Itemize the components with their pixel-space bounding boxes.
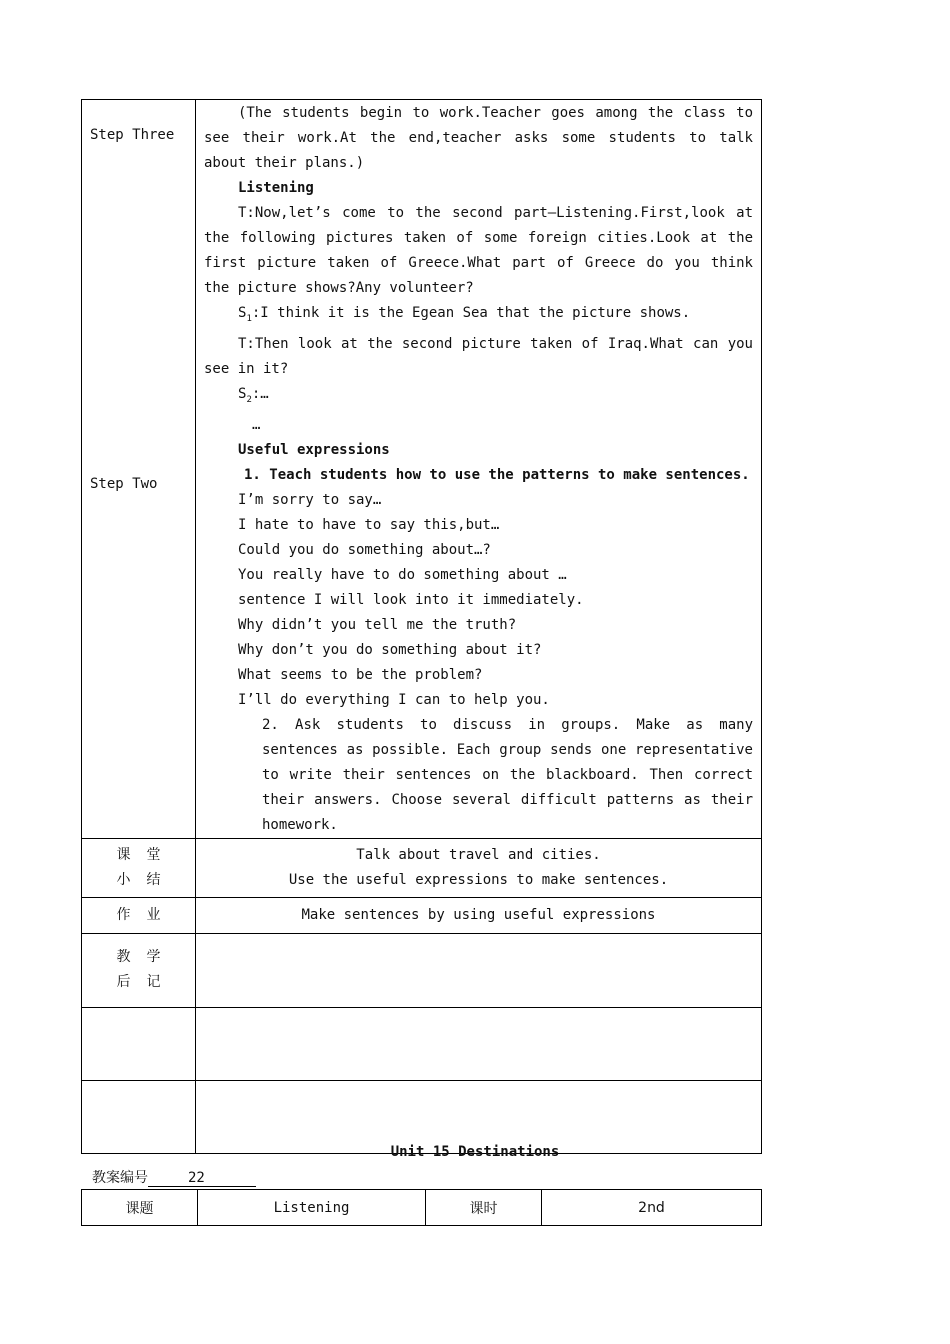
- expression-line: Could you do something about…?: [238, 541, 491, 558]
- expression-line: Why didn’t you tell me the truth?: [238, 616, 517, 633]
- blank-row: [82, 1080, 762, 1153]
- summary-label-line1: 课堂: [116, 846, 177, 863]
- step-three-label: Step Three: [90, 127, 175, 143]
- topic-label: 课题: [82, 1190, 198, 1226]
- step-two-label: Step Two: [90, 476, 158, 492]
- speaker-number: 2: [246, 394, 252, 405]
- text-line: the following pictures taken of some foreign cities.Look at the: [204, 230, 753, 246]
- unit-title: Unit 15 Destinations: [390, 1144, 560, 1160]
- text-line: (The students begin to work.Teacher goes among the class to: [238, 105, 753, 121]
- homework-text: Make sentences by using useful expressions: [301, 906, 656, 923]
- case-number-value: 22: [148, 1170, 256, 1187]
- postscript-label-cell: [82, 933, 196, 1007]
- expression-line: Why don’t you do something about it?: [238, 641, 542, 658]
- answer-text: :…: [251, 385, 269, 402]
- expression-line: What seems to be the problem?: [238, 666, 483, 683]
- postscript-label-line1: 教学: [116, 949, 177, 966]
- summary-content-cell: [196, 838, 762, 897]
- summary-row: [82, 838, 762, 897]
- homework-content-cell: [196, 897, 762, 933]
- speaker-letter: S: [238, 385, 247, 402]
- speaker-number: 1: [246, 313, 252, 324]
- period-value: 2nd: [542, 1190, 762, 1226]
- text-line: see in it?: [204, 360, 289, 377]
- summary-line: Use the useful expressions to make sentences.: [288, 871, 669, 888]
- homework-label-cell: [82, 897, 196, 933]
- blank-label-cell: [82, 1080, 196, 1153]
- step-label-cell: [82, 100, 196, 839]
- text-line: about their plans.): [204, 155, 365, 171]
- case-number: [92, 1167, 256, 1187]
- instruction-line: 1. Teach students how to use the patterns to make sentences.: [244, 466, 750, 483]
- instruction-line: sentences as possible. Each group sends one representative: [262, 741, 753, 758]
- lesson-info-row: [82, 1190, 762, 1226]
- answer-text: :I think it is the Egean Sea that the picture shows.: [251, 305, 691, 321]
- steps-row: [82, 100, 762, 839]
- summary-label-line2: 小结: [116, 871, 177, 888]
- text-line: the picture shows?Any volunteer?: [204, 280, 474, 296]
- instruction-line: 2. Ask students to discuss in groups. Make as many: [262, 716, 753, 733]
- summary-line: Talk about travel and cities.: [356, 846, 601, 863]
- expression-line: I’m sorry to say…: [238, 491, 382, 508]
- summary-label-cell: [82, 838, 196, 897]
- speaker-letter: S: [238, 305, 247, 321]
- student-answer-line: [204, 301, 753, 332]
- homework-label: 作业: [116, 906, 177, 923]
- topic-value: Listening: [198, 1190, 426, 1226]
- text-line: see their work.At the end,teacher asks some students to talk: [204, 130, 753, 146]
- instruction-line: their answers. Choose several difficult patterns as their: [262, 791, 753, 808]
- expression-line: You really have to do something about …: [238, 566, 567, 583]
- instruction-line: to write their sentences on the blackboard. Then correct: [262, 766, 753, 783]
- lesson-info-table: [81, 1189, 762, 1226]
- useful-expressions-heading: Useful expressions: [238, 441, 390, 458]
- postscript-label-line2: 后记: [116, 974, 177, 991]
- text-line: T:Now,let’s come to the second part—Listening.First,look at: [238, 205, 753, 221]
- expression-line: I’ll do everything I can to help you.: [238, 691, 550, 708]
- ellipsis-line: …: [252, 416, 261, 433]
- text-line: T:Then look at the second picture taken of Iraq.What can you: [238, 335, 753, 352]
- case-number-label: 教案编号: [92, 1170, 148, 1186]
- blank-row: [82, 1007, 762, 1080]
- expression-line: I hate to have to say this,but…: [238, 516, 500, 533]
- period-label: 课时: [426, 1190, 542, 1226]
- student-answer-line: [204, 382, 753, 413]
- blank-content-cell: [196, 1007, 762, 1080]
- postscript-row: [82, 933, 762, 1007]
- step-content-cell: [196, 100, 762, 839]
- expression-line: sentence I will look into it immediately.: [238, 591, 584, 608]
- blank-label-cell: [82, 1007, 196, 1080]
- listening-heading: Listening: [238, 180, 314, 196]
- text-line: first picture taken of Greece.What part of Greece do you think: [204, 255, 753, 271]
- lesson-plan-table: [81, 99, 762, 1154]
- postscript-content-cell: [196, 933, 762, 1007]
- blank-content-cell: [196, 1080, 762, 1153]
- instruction-line: homework.: [262, 816, 338, 833]
- homework-row: [82, 897, 762, 933]
